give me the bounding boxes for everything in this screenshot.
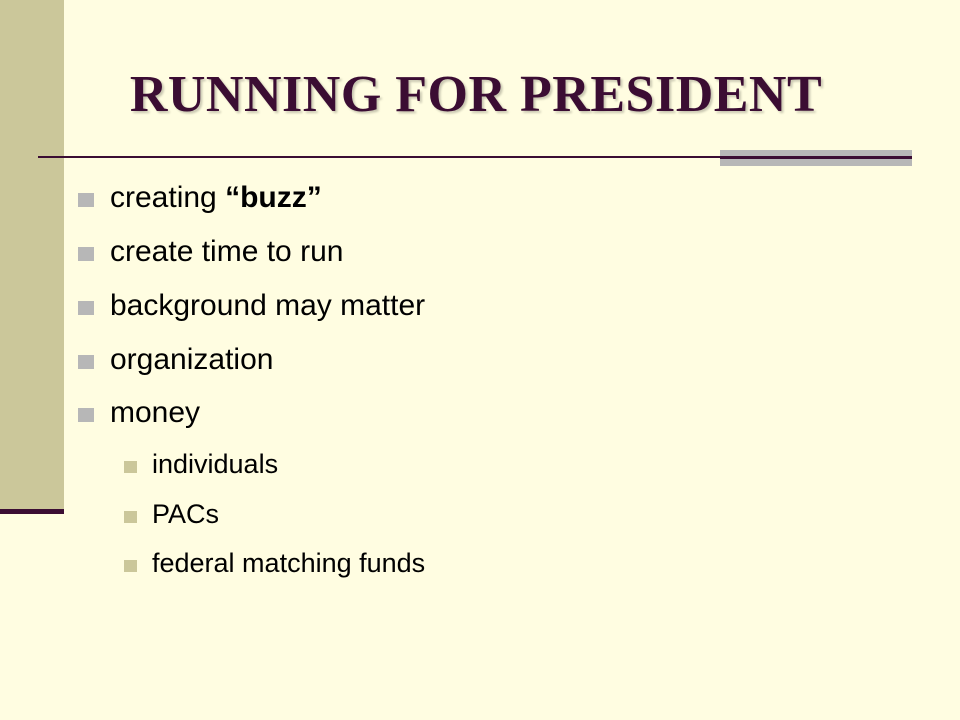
square-sub-bullet-icon [124,560,137,572]
slide-title: RUNNING FOR PRESIDENT [129,66,823,123]
square-sub-bullet-icon [124,511,137,523]
bullet-text: background may matter [110,289,426,322]
square-bullet-icon [78,247,94,261]
square-bullet-icon [78,301,94,315]
bullet-text: create time to run [110,235,344,268]
bullet-text [110,180,322,216]
sub-bullet-text: PACs [152,499,220,529]
title-accent-line [720,156,912,159]
square-bullet-icon [78,408,94,422]
square-sub-bullet-icon [124,461,137,473]
bullet-text-prefix: creating [110,181,226,214]
bullet-text: organization [110,343,274,376]
sub-bullet-text: individuals [152,449,279,479]
bullet-text: money [110,396,201,429]
square-bullet-icon [78,193,94,207]
bullet-text-emphasis: “buzz” [225,181,322,214]
left-accent-line [0,509,64,514]
sub-bullet-text: federal matching funds [152,548,426,578]
square-bullet-icon [78,355,94,369]
